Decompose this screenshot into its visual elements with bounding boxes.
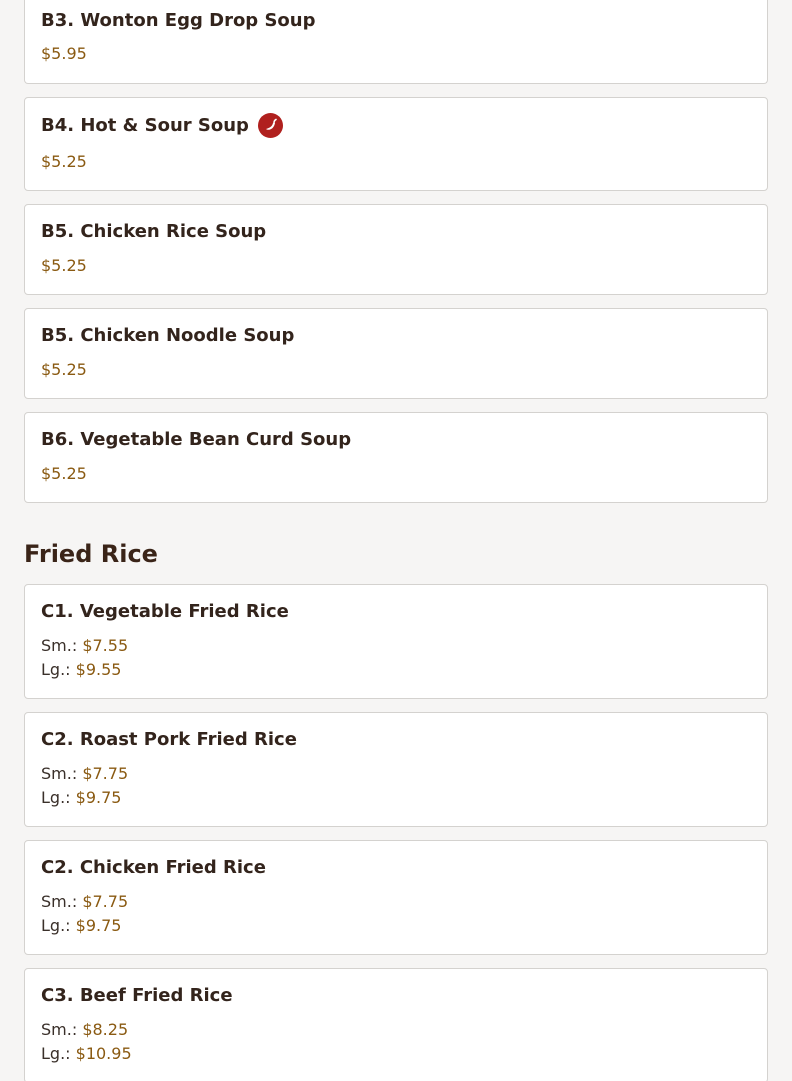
item-name: C2. Chicken Fried Rice: [41, 856, 266, 878]
item-name-row: [41, 112, 283, 138]
chili-pepper-icon-svg: [262, 117, 279, 134]
item-name: B6. Vegetable Bean Curd Soup: [41, 428, 352, 450]
menu-item-card[interactable]: [24, 968, 768, 1081]
item-price: $5.95: [41, 44, 87, 63]
item-price-line: [41, 44, 87, 63]
item-price-line: [41, 152, 87, 171]
small-price: $7.75: [82, 892, 129, 911]
item-price: $5.25: [41, 152, 87, 171]
large-price: $9.75: [75, 788, 122, 807]
menu-item-card[interactable]: [24, 712, 768, 827]
size-label: Sm.:: [41, 764, 78, 783]
size-label: Lg.:: [41, 660, 71, 679]
item-price: $5.25: [41, 360, 87, 379]
small-price-line: [41, 1020, 128, 1039]
size-label: Lg.:: [41, 788, 71, 807]
large-price-line: [41, 916, 121, 935]
chili-pepper-icon: [258, 113, 283, 138]
menu-item-card[interactable]: [24, 840, 768, 955]
menu-item-card[interactable]: [24, 97, 768, 191]
size-label: Sm.:: [41, 1020, 78, 1039]
item-price: $5.25: [41, 256, 87, 275]
large-price-line: [41, 1044, 132, 1063]
fried-rice-list: [24, 584, 768, 1081]
small-price: $8.25: [82, 1020, 129, 1039]
item-name: B3. Wonton Egg Drop Soup: [41, 9, 316, 31]
small-price-line: [41, 892, 128, 911]
item-name: C3. Beef Fried Rice: [41, 984, 233, 1006]
menu-item-card[interactable]: [24, 308, 768, 399]
menu-item-card[interactable]: [24, 412, 768, 503]
menu-item-card[interactable]: [24, 0, 768, 84]
item-name: B5. Chicken Rice Soup: [41, 220, 267, 242]
menu-item-card[interactable]: [24, 584, 768, 699]
small-price-line: [41, 636, 128, 655]
item-name: B5. Chicken Noodle Soup: [41, 324, 295, 346]
item-name: B4. Hot & Sour Soup: [41, 114, 249, 136]
small-price: $7.75: [82, 764, 129, 783]
large-price-line: [41, 660, 121, 679]
item-price: $5.25: [41, 464, 87, 483]
menu-item-card[interactable]: [24, 204, 768, 295]
large-price: $9.75: [75, 916, 122, 935]
item-name: C2. Roast Pork Fried Rice: [41, 728, 297, 750]
soup-list: [24, 0, 768, 516]
large-price: $9.55: [75, 660, 122, 679]
item-price-line: [41, 360, 87, 379]
section-title: Fried Rice: [24, 540, 158, 568]
size-label: Lg.:: [41, 916, 71, 935]
item-price-line: [41, 256, 87, 275]
small-price-line: [41, 764, 128, 783]
small-price: $7.55: [82, 636, 129, 655]
large-price: $10.95: [75, 1044, 132, 1063]
large-price-line: [41, 788, 121, 807]
size-label: Sm.:: [41, 892, 78, 911]
size-label: Sm.:: [41, 636, 78, 655]
size-label: Lg.:: [41, 1044, 71, 1063]
item-price-line: [41, 464, 87, 483]
item-name: C1. Vegetable Fried Rice: [41, 600, 289, 622]
